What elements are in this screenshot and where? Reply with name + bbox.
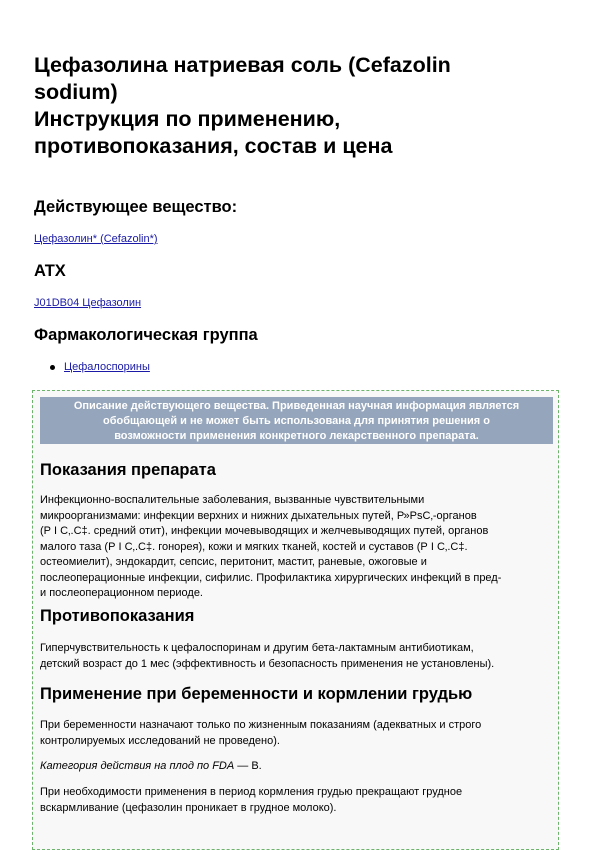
title-line: Цефазолина натриевая соль (Cefazolin xyxy=(34,53,451,77)
atc-heading: ATX xyxy=(34,262,66,280)
pregnancy-heading: Применение при беременности и кормлении грудью xyxy=(40,685,473,703)
page-title xyxy=(34,52,564,160)
indications-text xyxy=(40,493,556,602)
text-line: детский возраст до 1 мес (эффективность и безопасность применения не установлены). xyxy=(40,657,495,670)
fda-category xyxy=(40,759,556,775)
text-line: Гиперчувствительность к цефалоспоринам и другим бета-лактамным антибиотикам, xyxy=(40,642,474,654)
bullet-icon xyxy=(50,365,55,370)
text-line: малого таза (Р І С‚.С‡. гонорея), кожи и мягких тканей, костей и суставов (Р І С‚.С‡. xyxy=(40,540,468,553)
active-substance-heading: Действующее вещество: xyxy=(34,198,238,216)
text-line: Инфекционно-воспалительные заболевания, вызванные чувствительными xyxy=(40,494,425,506)
disclaimer-banner xyxy=(40,397,553,444)
indications-heading: Показания препарата xyxy=(40,461,216,479)
pharm-group-link[interactable]: Цефалоспорины xyxy=(64,361,150,373)
atc-link[interactable]: J01DB04 Цефазолин xyxy=(34,297,142,309)
contraindications-text xyxy=(40,641,556,672)
text-line: и послеоперационном периоде. xyxy=(40,587,203,599)
disclaimer-line: возможности применения конкретного лекарственного препарата. xyxy=(114,430,479,442)
pregnancy-text xyxy=(40,718,556,749)
text-line: При беременности назначают только по жизненным показаниям (адекватных и строго xyxy=(40,719,482,731)
lactation-text xyxy=(40,785,556,816)
text-line: остеомиелит), эндокардит, сепсис, перитонит, мастит, раневые, ожоговые и xyxy=(40,556,427,568)
title-line: противопоказания, состав и цена xyxy=(34,134,393,158)
fda-value: — B. xyxy=(234,760,262,772)
text-line: контролируемых исследований не проведено). xyxy=(40,734,280,747)
active-substance-link[interactable]: Цефазолин* (Cefazolin*) xyxy=(34,233,158,245)
pharm-group-heading: Фармакологическая группа xyxy=(34,326,258,344)
list-item xyxy=(50,360,150,374)
substance-description-box xyxy=(32,390,559,850)
disclaimer-line: обобщающей и не может быть использована для принятия решения о xyxy=(102,415,490,427)
text-line: (Р І С‚.С‡. средний отит), инфекции мочевыводящих и желчевыводящих путей, органов xyxy=(40,525,489,537)
contraindications-heading: Противопоказания xyxy=(40,607,195,625)
fda-label: Категория действия на плод по FDA xyxy=(40,760,235,772)
title-line: Инструкция по применению, xyxy=(34,107,341,131)
title-line: sodium) xyxy=(34,80,118,104)
text-line: микроорганизмами: инфекции верхних и нижних дыхательных путей, Р»РѕС‚-органов xyxy=(40,509,477,522)
disclaimer-line: Описание действующего вещества. Приведенная научная информация является xyxy=(73,400,520,412)
text-line: послеоперационные инфекции, сифилис. Профилактика хирургических инфекций в пред- xyxy=(40,571,502,584)
text-line: вскармливание (цефазолин проникает в грудное молоко). xyxy=(40,801,337,814)
text-line: При необходимости применения в период кормления грудью прекращают грудное xyxy=(40,786,463,798)
